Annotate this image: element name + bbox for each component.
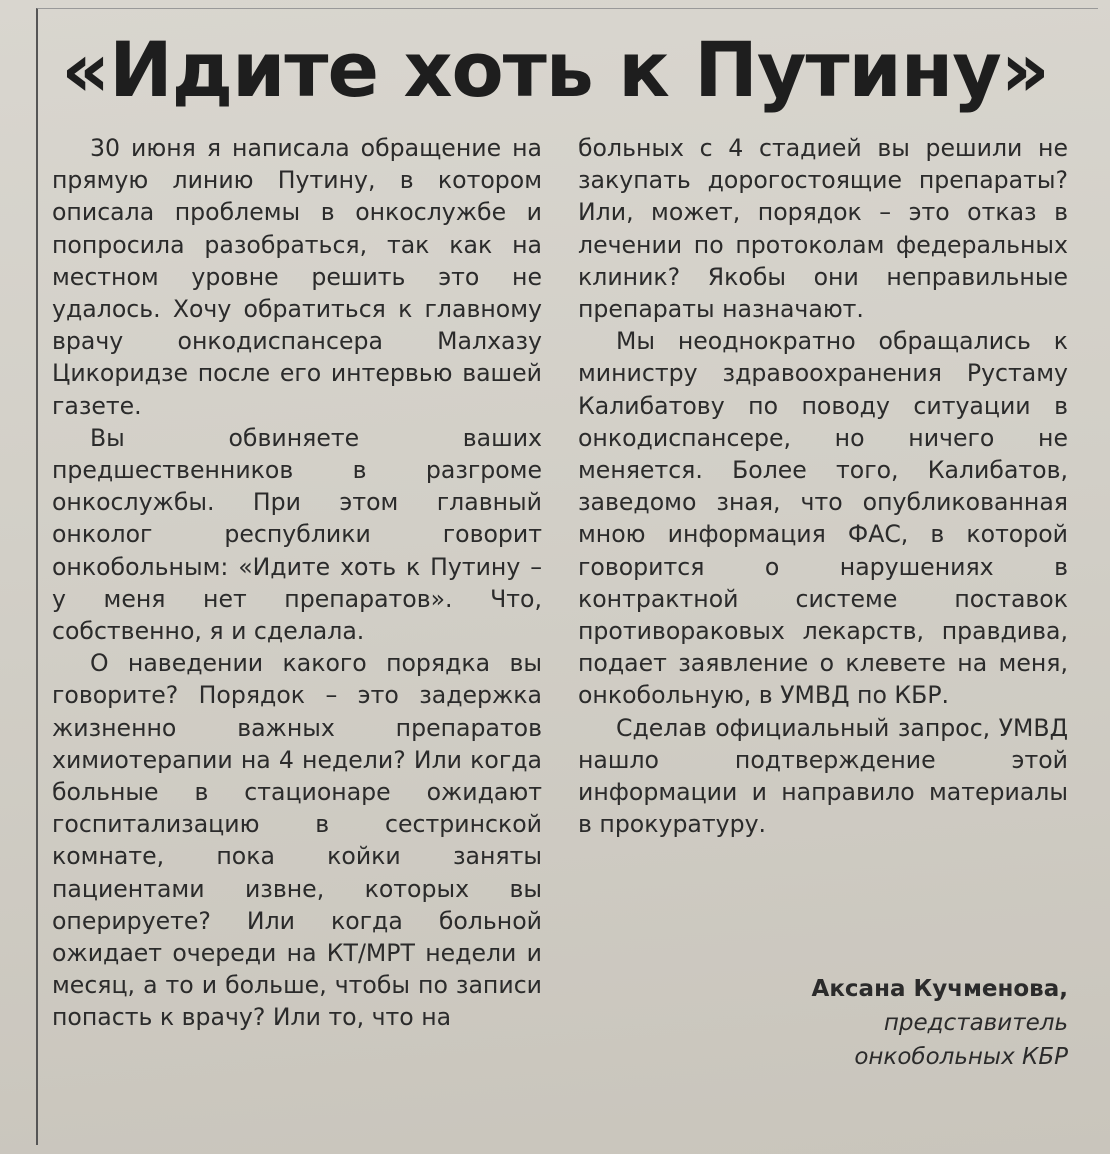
paragraph: О наведении какого порядка вы говорите? Порядок – это задержка жизненно важных препаратов химиотерапии на 4 недели? Или когда больные в стационаре ожидают госпитализацию в сестринской комнате, пока койки заняты пациентами извне, которых вы оперируете? Или когда больной ожидает очереди на КТ/МРТ недели и месяц, а то и больше, чтобы по записи попасть к врачу? Или то, что на: [52, 649, 542, 1032]
left-column: [52, 132, 542, 1034]
paragraph: больных с 4 стадией вы решили не закупать дорогостоящие препараты? Или, может, порядок – это отказ в лечении по протоколам федеральных клиник? Якобы они неправильные препараты назначают.: [578, 134, 1068, 324]
author-name: Аксана Кучменова,: [811, 976, 1068, 1002]
paragraph: 30 июня я написала обращение на прямую линию Путину, в котором описала проблемы в онкослужбе и попросила разобраться, так как на местном уровне решить это не удалось. Хочу обратиться к главному врачу онкодиспансера Малхазу Цикоридзе после его интервью вашей газете.: [52, 134, 542, 420]
paragraph: Вы обвиняете ваших предшественников в разгроме онкослужбы. При этом главный онколог республики говорит онкобольным: «Идите хоть к Путину – у меня нет препаратов». Что, собственно, я и сделала.: [52, 423, 542, 646]
right-column: [578, 132, 1068, 840]
paragraph: Сделав официальный запрос, УМВД нашло подтверждение этой информации и направило материалы в прокуратуру.: [578, 713, 1068, 839]
paragraph: Мы неоднократно обращались к министру здравоохранения Рустаму Калибатову по поводу ситуации в онкодиспансере, но ничего не меняется. Более того, Калибатов, заведомо зная, что опубликованная мною информация ФАС, в которой говорится о нарушениях в контрактной системе поставок противораковых лекарств, правдива, подает заявление о клевете на меня, онкобольную, в УМВД по КБР.: [578, 327, 1068, 710]
article-title: «Идите хоть к Путину»: [61, 25, 1049, 114]
author-signature: [648, 972, 1068, 1074]
author-role: онкобольных КБР: [854, 1044, 1068, 1070]
author-role: представитель: [883, 1010, 1068, 1036]
